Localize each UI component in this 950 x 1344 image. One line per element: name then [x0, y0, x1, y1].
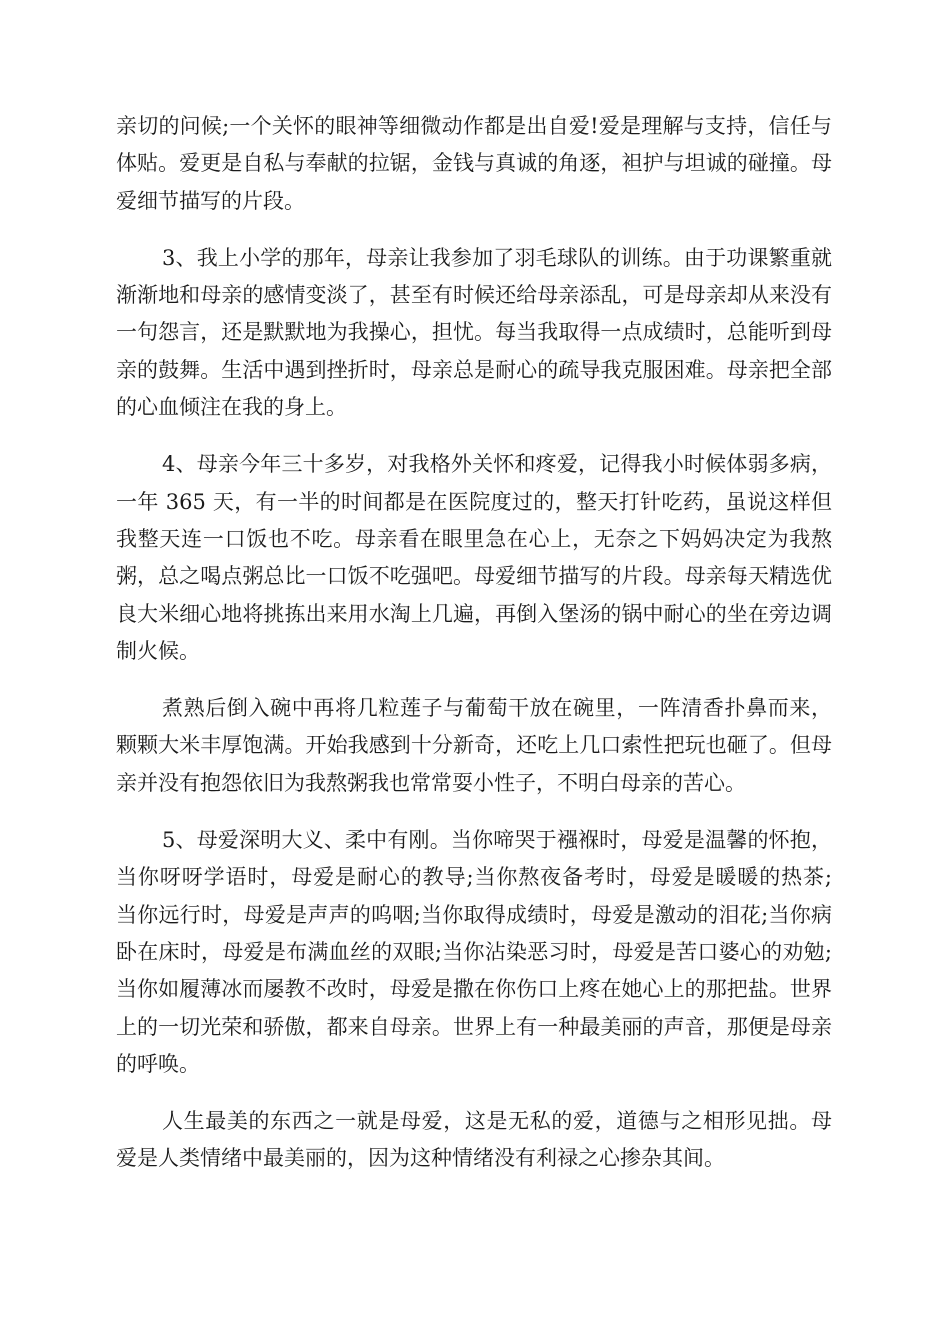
- paragraph-5: 5、母爱深明大义、柔中有刚。当你啼哭于襁褓时，母爱是温馨的怀抱，当你呀呀学语时，母爱是耐心的教导;当你熬夜备考时，母爱是暖暖的热茶; 当你远行时，母爱是声声的呜咽;当你取得成绩时，母爱是激动的泪花;当你病卧在床时，母爱是布满血丝的双眼;当你沾染恶习时，母爱是苦口婆心的劝勉;当你如履薄冰而屡教不改时，母爱是撒在你伤口上疼在她心上的那把盐。世界上的一切光荣和骄傲，都来自母亲。世界上有一种最美丽的声音，那便是母亲的呼唤。: [116, 828, 853, 1076]
- paragraph-3: 3、我上小学的那年，母亲让我参加了羽毛球队的训练。由于功课繁重就渐渐地和母亲的感情变淡了，甚至有时候还给母亲添乱，可是母亲却从来没有一句怨言，还是默默地为我操心，担忧。每当我取得一点成绩时，总能听到母亲的鼓舞。生活中遇到挫折时，母亲总是耐心的疏导我克服困难。母亲把全部的心血倾注在我的身上。: [116, 245, 832, 420]
- document-body: [116, 108, 853, 1198]
- paragraph-continuation: 亲切的问候;一个关怀的眼神等细微动作都是出自爱!爱是理解与支持，信任与体贴。爱更是自私与奉献的拉锯，金钱与真诚的角逐，袒护与坦诚的碰撞。母爱细节描写的片段。: [116, 114, 832, 213]
- paragraph-closing: 人生最美的东西之一就是母爱，这是无私的爱，道德与之相形见拙。母爱是人类情绪中最美丽的，因为这种情绪没有利禄之心掺杂其间。: [116, 1109, 832, 1171]
- paragraph-4: 4、母亲今年三十多岁，对我格外关怀和疼爱，记得我小时候体弱多病，一年 365 天，有一半的时间都是在医院度过的，整天打针吃药，虽说这样但我整天连一口饭也不吃。母亲看在眼里急在心上，无奈之下妈妈决定为我熬粥，总之喝点粥总比一口饭不吃强吧。母爱细节描写的片段。母亲每天精选优良大米细心地将挑拣出来用水淘上几遍，再倒入堡汤的锅中耐心的坐在旁边调制火候。: [116, 452, 832, 663]
- paragraph-4-continued: 煮熟后倒入碗中再将几粒莲子与葡萄干放在碗里，一阵清香扑鼻而来，颗颗大米丰厚饱满。开始我感到十分新奇，还吃上几口索性把玩也砸了。但母亲并没有抱怨依旧为我熬粥我也常常耍小性子，不明白母亲的苦心。: [116, 696, 832, 795]
